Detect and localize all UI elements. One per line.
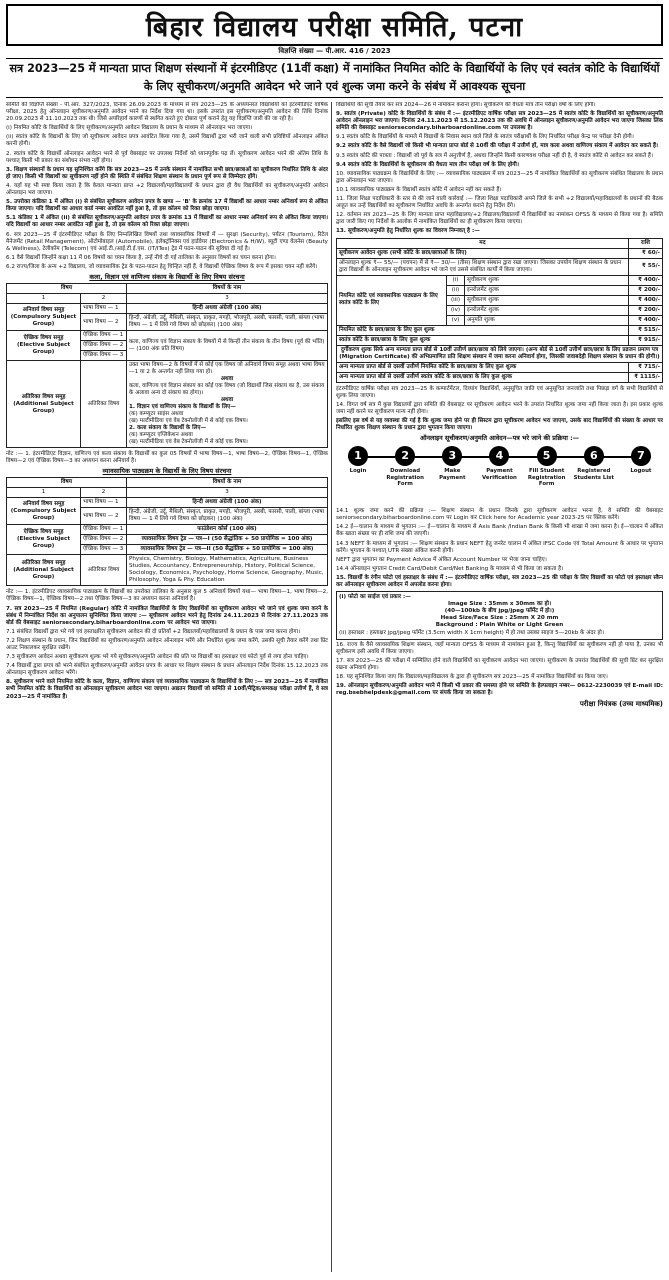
paragraph-14-2: 14.2 ई—चालान के माध्यम से भुगतान :— ई—चालान के माध्यम से Axis Bank /Indian Bank के किसी भी शाखा में जमा करना है। ई—चालान में अंकित बैंक खाता संख्या पर ही राशि जमा की जाएगी। bbox=[336, 524, 663, 538]
fee-total-amount: ₹ 915/- bbox=[628, 335, 662, 345]
table-cell: 3 bbox=[127, 488, 328, 498]
fee-sub-amount: ₹ 400/- bbox=[628, 275, 662, 285]
fee-sub-no: (v) bbox=[447, 315, 465, 325]
paragraph-7-1: 7.1 संबंधित विद्यार्थी द्वारा भरे गये एवं हस्ताक्षरित सूचीकरण आवेदन की दो प्रतियाँ +2 विद्यालयों/महाविद्यालयों के प्रधान के पास जमा करना होगा। bbox=[6, 628, 301, 635]
additional-option: (क) कम्प्यूटर एप्लिकेशन अथवा bbox=[129, 432, 193, 439]
table-cell: ऐच्छिक विषय — 3 bbox=[81, 545, 127, 555]
step-label: Logout bbox=[630, 468, 652, 475]
process-step bbox=[525, 446, 569, 487]
additional-option: 1. विज्ञान एवं वाणिज्य संकाय के विद्यार्थी के लिए— bbox=[129, 404, 236, 411]
paragraph-16: 16. राज्य के वैसे व्यावसायिक शिक्षण संस्थान, जहाँ मान्यता OFSS के माध्यम से नामांकन हुआ है, किन्तु विद्यार्थियों का सूचीकरण नहीं हो पाया है, उनका भी सूचीकरण इसी अवधि में किया जाएगा। bbox=[336, 641, 663, 655]
paragraph-1-ii: (ii) स्वतंत्र कोटि के विद्यार्थी के लिए जो सूचीकरण आवेदन प्रपत्र आवंटित किया गया है, उसमें विद्यार्थी द्वारा भरी जाने वाली सभी प्रविष्टियाँ ऑनलाइन अंकित करनी होगी। bbox=[6, 134, 328, 148]
paragraph-6-1: 6.1 वैसे विद्यार्थी जिन्होंने कक्षा 11 में 06 विषयों का चयन किया है, उन्हें नीचे दी गई तालिका के अनुसार विषयों का चयन करना होगा। bbox=[6, 254, 276, 261]
paragraph-6-2: 6.2 राज्य/जिला के अन्य +2 विद्यालय, जो व्यावसायिक ट्रेड के पठन-पाठन हेतु चिन्हित नहीं हैं, वे विद्यार्थी ऐच्छिक विषय के रूप में इसका चयन नहीं करेंगे। bbox=[6, 263, 318, 270]
table-cell: हिन्दी, अंग्रेजी, उर्दू, मैथिली, संस्कृत, प्राकृत, मगही, भोजपुरी, अरबी, फारसी, पाली, बांग्ला (भाषा विषय — 1 में लिये गये विषय को छोड़कर) (100 अंक) bbox=[127, 314, 328, 331]
fee-sub-amount: ₹ 200/- bbox=[628, 285, 662, 295]
fee-row-amount: ₹ 60/- bbox=[628, 248, 662, 258]
table-cell: हिन्दी, अंग्रेजी, उर्दू, मैथिली, संस्कृत, प्राकृत, मगही, भोजपुरी, अरबी, फारसी, पाली, बांग्ला (भाषा विषय — 1 में लिये गये विषय को छोड़कर) (100 अंक) bbox=[127, 508, 328, 525]
signature-line: परीक्षा नियंत्रक (उच्च माध्यमिक) bbox=[579, 700, 663, 709]
step-number: 4 bbox=[489, 446, 509, 466]
table-cell: ऐच्छिक विषय समूह (Elective Subject Group) bbox=[7, 525, 81, 555]
fee-sub-no: (iii) bbox=[447, 295, 465, 305]
photo-spec-title: (i) फोटो का साईज एवं प्रकार :— bbox=[339, 594, 411, 601]
step-label: Make Payment bbox=[439, 468, 466, 481]
process-steps bbox=[336, 446, 663, 504]
additional-or: अथवा bbox=[220, 397, 234, 404]
fee-sub-no: (i) bbox=[447, 275, 465, 285]
table-cell: फाउंडेशन कोर्स (100 अंक) bbox=[127, 525, 328, 535]
right-column bbox=[336, 102, 663, 1272]
advertisement-number: विज्ञप्ति संख्या — पी.आर. 416 / 2023 bbox=[278, 47, 391, 55]
paragraph-15: 15. विद्यार्थी के रंगीन फोटो एवं हस्ताक्षर के संबंध में :— इंटरमीडिएट वार्षिक परीक्षा, सत्र 2023—25 की परीक्षा के लिए विद्यार्थी का फोटो एवं हस्ताक्षर स्कैन कर ऑनलाइन सूचीकरण आवेदन में अपलोड करना होगा। bbox=[336, 574, 663, 588]
table-header: राशि bbox=[628, 238, 662, 248]
process-step bbox=[430, 446, 474, 481]
fee-sub-amount: ₹ 400/- bbox=[628, 315, 662, 325]
subject-table-1 bbox=[6, 283, 328, 448]
paragraph-14-3: 14.3 NEFT के माध्यम से भुगतान :— शिक्षण संस्थान के प्रधान NEFT हेतु जनरेट चालान में अंकित IFSC Code एवं Total Amount के आधार पर भुगतान करेंगे। भुगतान के पश्चात् UTR संख्या अंकित करनी होगी। bbox=[336, 540, 663, 554]
paragraph-7: 7. सत्र 2023—25 में नियमित (Regular) कोटि में नामांकित विद्यार्थियों के लिए विद्यार्थियों का सूचीकरण आवेदन भरे जाने एवं शुल्क जमा करने के संबंध में निम्नांकित निर्देश का अनुपालन सुनिश्चित किया जाएगा :— सूचीकरण आवेदन भरने हेतु दिनांक 24.11.2023 से दिनांक 27.11.2023 तक बोर्ड की वेबसाइट seniorsecondary.biharboardonline.com पर आवेदन भरा जाएगा। bbox=[6, 605, 328, 626]
paragraph-5-1: 5.1 कंडिका 1 में अंकित (ii) से संबंधित सूचीकरण/अनुमति आवेदन प्रपत्र के क्रमांक 13 में विद्यार्थी का आधार नम्बर अनिवार्य रूप से अंकित किया जाएगा। यदि विद्यार्थी का आधार नम्बर आवंटित नहीं हुआ है, तो इस कॉलम को रिक्त छोड़ा जाएगा। bbox=[6, 215, 328, 229]
fee-total-label: अन्य मान्यता प्राप्त बोर्ड से दसवीं उत्तीर्ण नियमित कोटि के छात्र/छात्रा के लिए कुल शुल्क bbox=[337, 362, 629, 372]
fee-sub-amount: ₹ 200/- bbox=[628, 305, 662, 315]
photo-spec-line: Background : Plain White or Light Green bbox=[435, 622, 564, 629]
paragraph-9-1: 9.1 स्वतंत्र कोटि के विद्यार्थियों के मामले में विद्यार्थी के निवास स्थान वाले जिले के स्वतंत्र परीक्षार्थी के लिए निर्धारित परीक्षा केन्द्र पर परीक्षा देनी होगी। bbox=[336, 134, 634, 141]
fee-total-amount: ₹ 715/- bbox=[628, 362, 662, 372]
fee-total-label: स्वतंत्र कोटि के छात्र/छात्रा के लिए कुल शुल्क bbox=[337, 335, 629, 345]
fee-sub-label: इनरोलमेंट शुल्क bbox=[465, 305, 629, 315]
notice-headline: सत्र 2023—25 में मान्यता प्राप्त शिक्षण संस्थानों में इंटरमीडिएट (11वीं कक्षा) में नामांकित नियमित कोटि के विद्यार्थियों के लिए एवं स्वतंत्र कोटि के विद्यार्थियों के लिए सूचीकरण/अनुमति आवेदन भरे जाने एवं शुल्क जमा करने के संबंध में आवश्यक सूचना bbox=[6, 58, 663, 98]
step-number: 6 bbox=[584, 446, 604, 466]
table-cell: ऐच्छिक विषय समूह (Elective Subject Group) bbox=[7, 331, 81, 361]
photo-spec-line: Image Size : 35mm x 30mm का हो। bbox=[447, 601, 552, 608]
table-cell: ऐच्छिक विषय — 2 bbox=[81, 535, 127, 545]
step-label: Download Registration Form bbox=[386, 468, 424, 487]
paragraph-1-i: (i) नियमित कोटि के विद्यार्थियों के लिए सूचीकरण/अनुमति आवेदन विद्यालय के प्रधान के माध्यम से ऑनलाइन भरा जाएगा। bbox=[6, 125, 253, 132]
paragraph-18: 18. यह सुनिश्चित किया जाए कि विद्यालय/महाविद्यालय के द्वारा ही सूचीकरण सत्र 2023—25 में नामांकित विद्यार्थियों का किया जाए। bbox=[336, 674, 608, 681]
paragraph-7-4: 7.4 विद्यार्थी द्वारा प्रपत्र को भरने संबंधित सूचीकरण/अनुमति आवेदन प्रपत्र के आधार पर शिक्षण संस्थान के प्रधान ऑनलाइन निर्देश दिनांक 15.12.2023 तक ऑनलाइन सूचीकरण आवेदन भरेंगे। bbox=[6, 663, 328, 677]
table-cell: ऐच्छिक विषय — 1 bbox=[81, 525, 127, 535]
paragraph-6: 6. सत्र 2023—25 में इंटरमीडिएट परीक्षा के लिए निम्नलिखित विषयों तथा व्यावसायिक विषयों में — सुरक्षा (Security), पर्यटन (Tourism), रिटेल मैनेजमेंट (Retail Management), ऑटोमोबाइल (Automobile), इलेक्ट्रॉनिक्स एवं हार्डवेयर (Electronics & H/W), ब्यूटी एण्ड वेलनेस (Beauty & Wellness), टेलीकॉम (Telecom) एवं आई.टी./आई.टी.ई.एस. (IT/ITes) ट्रेड में पठन-पाठन की सुविधा दी गई है। bbox=[6, 231, 328, 252]
step-number: 2 bbox=[395, 446, 415, 466]
additional-option: (क) कम्प्यूटर साइंस अथवा bbox=[129, 411, 184, 418]
table-cell: 2 bbox=[81, 488, 127, 498]
paragraph-9-4: 9.4 स्वतंत्र कोटि के विद्यार्थियों के सूचीकरण की वैधता मात्र तीन परीक्षा वर्ष के लिए होगी। bbox=[336, 161, 519, 168]
step-label: Login bbox=[349, 468, 367, 475]
table-cell: अतिरिक्त विषय bbox=[81, 361, 127, 448]
table-header: विषयों के नाम bbox=[127, 284, 328, 294]
paragraph-10-1: 10.1 व्यावसायिक पाठ्यक्रम के विद्यार्थी स्वतंत्र कोटि में आवेदन नहीं कर सकते हैं। bbox=[336, 186, 502, 193]
table-header: विषयों के नाम bbox=[127, 478, 328, 488]
step-number: 5 bbox=[537, 446, 557, 466]
fee-total-amount: ₹ 515/- bbox=[628, 325, 662, 335]
table-cell: Physics, Chemistry, Biology, Mathematics, Agriculture, Business Studies, Accountancy, Entrepreneurship, History, Political Science, Sociology, Economics, Psychology, Home Science, Geography, Music, Philosophy, Yoga & Phy. Education bbox=[127, 555, 328, 586]
process-step bbox=[336, 446, 380, 474]
photo-spec-line: (40—100kb के बीच jpg/jpeg फॉर्मेट में हो।) bbox=[444, 608, 555, 615]
paragraph-3: 3. शिक्षण संस्थानों के प्रधान यह सुनिश्चित करेंगे कि सत्र 2023—25 में उनके संस्थान में नामांकित सभी छात्र/छात्राओं का सूचीकरण निर्धारित तिथि के अंदर हो जाए। किसी भी विद्यार्थी का सूचीकरण नहीं होने की स्थिति में संबंधित शिक्षण संस्थान के प्रधान पूर्ण रूप से जिम्मेदार होंगे। bbox=[6, 166, 328, 180]
additional-option: कला, वाणिज्य एवं विज्ञान संकाय का कोई एक विषय (जो विद्यार्थी जिस संकाय का है, उस संकाय के अलावा अन्य दो संकाय का होगा)। bbox=[129, 383, 325, 397]
fee-table bbox=[336, 238, 663, 383]
fee-total-label: नियमित कोटि के छात्र/छात्रा के लिए कुल शुल्क bbox=[337, 325, 629, 335]
additional-or: अथवा bbox=[220, 376, 234, 383]
fee-total-amount: ₹ 1115/- bbox=[628, 372, 662, 382]
table-cell bbox=[127, 361, 328, 448]
header-banner bbox=[6, 4, 663, 46]
table-cell: अतिरिक्त विषय bbox=[81, 555, 127, 586]
fee-sub-label: इनरोलमेंट शुल्क bbox=[465, 285, 629, 295]
table-header: मद bbox=[337, 238, 629, 248]
paragraph-14-1: 14.1 शुल्क जमा करने की प्रक्रिया :— शिक्षण संस्थान के प्रधान जिनके द्वारा सूचीकरण आवेदन भरना है, वे समिति की वेबसाइट seniorsecondary.biharboardonline.com पर Login कर Click here for Academic year 2023-25 पर क्लिक करेंगे। bbox=[336, 508, 663, 522]
signature-spec: (ii) हस्ताक्षर : हस्ताक्षर jpg/jpeg फॉर्मेट (3.5cm width X 1cm height) में हो तथा उसका साइज 5—20kb के अंदर हो। bbox=[339, 629, 604, 636]
table-cell: अतिरिक्त विषय समूह (Additional Subject Group) bbox=[7, 361, 81, 448]
table-cell: 2 bbox=[81, 294, 127, 304]
additional-option: 2. कला संकाय के विद्यार्थी के लिए— bbox=[129, 425, 207, 432]
fee-note: दुर्गीकरण शुल्क सिर्फ अन्य मान्यता प्राप्त बोर्ड से 10वीं उत्तीर्ण छात्र/छात्रा को लिये जाएगा। (अन्य बोर्ड से 10वीं उत्तीर्ण छात्र/छात्रा के लिए प्रव्रजन प्रमाण पत्र (Migration Certificate) की अभिप्रमाणित प्रति शिक्षण संस्थान में जमा करना अनिवार्य होगा, जिसकी जवाबदेही शिक्षण संस्थान के प्रधान की होगी।) bbox=[337, 345, 663, 362]
paragraph-2: 2. स्वतंत्र कोटि के विद्यार्थी ऑनलाइन आवेदन भरने से पूर्व वेबसाइट पर उपलब्ध निर्देशों को ध्यानपूर्वक पढ़ लें। सूचीकरण आवेदन भरने की अंतिम तिथि के पश्चात् किसी भी प्रकार का संशोधन संभव नहीं होगा। bbox=[6, 150, 328, 164]
table-1-note: नोट :— 1. इंटरमीडिएट विज्ञान, वाणिज्य एवं कला संकाय के विद्यार्थी का कुल 05 विषयों में भाषा विषय—1, भाषा विषय—2, ऐच्छिक विषय—1, ऐच्छिक विषय—2 एवं ऐच्छिक विषय—3 का अध्ययन करना अनिवार्य है। bbox=[6, 451, 328, 465]
table-header: विषय bbox=[7, 478, 127, 488]
table-cell: अतिरिक्त विषय समूह (Additional Subject Group) bbox=[7, 555, 81, 586]
photo-spec-box bbox=[336, 591, 663, 640]
additional-option: उक्त भाषा विषय—2 के विषयों में से कोई एक विषय जो अनिवार्य विषय समूह अथवा भाषा विषय—1 या 2 के अन्तर्गत नहीं लिया गया हो। bbox=[129, 362, 325, 376]
paragraph-14-b: इसलिए इस वर्ष से यह व्यवस्था की गई है कि शुल्क जमा होने पर ही सिस्टम द्वारा सूचीकरण आवेदन भरा जाएगा, उसके बाद विद्यार्थियों की संख्या के आधार पर निर्धारित शुल्क शिक्षण संस्थान के प्रधान द्वारा भुगतान किया जाएगा। bbox=[336, 417, 663, 431]
table-header: विषय bbox=[7, 284, 127, 294]
paragraph-17: 17. सत्र 2023—25 की परीक्षा में सम्मिलित होने वाले विद्यार्थियों का सूचीकरण आवेदन भरा जाएगा। सूचीकरण के उपरांत विद्यार्थियों की सूची प्रिंट कर सुरक्षित रखना अनिवार्य होगा। bbox=[336, 657, 663, 671]
table-cell: ऐच्छिक विषय — 3 bbox=[81, 351, 127, 361]
process-step bbox=[619, 446, 663, 474]
table-cell: हिन्दी अथवा अंग्रेजी (100 अंक) bbox=[127, 498, 328, 508]
subject-table-2-title: व्यावसायिक पाठ्यक्रम के विद्यार्थी के लिए विषय संरचना bbox=[102, 467, 232, 476]
table-cell: अनिवार्य विषय समूह (Compulsory Subject Group) bbox=[7, 304, 81, 331]
table-cell: 1 bbox=[7, 294, 81, 304]
left-column bbox=[6, 102, 328, 1272]
column-divider bbox=[331, 102, 332, 1272]
fee-sub-no: (ii) bbox=[447, 285, 465, 295]
paragraph-14-3-b: NEFT द्वारा भुगतान का Payment Advice में अंकित Account Number पर भेजा जाना चाहिए। bbox=[336, 556, 547, 563]
fee-category-label: नियमित कोटि एवं व्यावसायिक पाठ्यक्रम के लिए स्वतंत्र कोटि के लिए bbox=[337, 275, 447, 325]
fee-sub-label: सूचीकरण शुल्क bbox=[465, 295, 629, 305]
paragraph-9-3: 9.3 स्वतंत्र कोटि की पात्रता : विद्यार्थी जो पूर्व के सत्र में अनुत्तीर्ण हैं, अथवा जिन्होंने किसी कारणवश परीक्षा नहीं दी है, वे स्वतंत्र कोटि से आवेदन कर सकते हैं। bbox=[336, 152, 653, 159]
paragraph-7-2: 7.2 शिक्षण संस्थान के प्रधान, जिन विद्यार्थियों का सूचीकरण/अनुमति आवेदन ऑनलाइन भरेंगे और निर्धारित शुल्क जमा करेंगे, उसकी सूची तैयार करेंगे तथा प्रिंट आउट निकालकर सुरक्षित रखेंगे। bbox=[6, 637, 328, 651]
photo-spec-line: Head Size/Face Size : 25mm X 20 mm bbox=[440, 615, 559, 622]
step-label: Registered Students List bbox=[573, 468, 614, 481]
paragraph-10: 10. व्यावसायिक पाठ्यक्रम के विद्यार्थियों के लिए :— व्यावसायिक पाठ्यक्रम में सत्र 2023—25 में नामांकित विद्यार्थियों का सूचीकरण संबंधित विद्यालय के प्रधान द्वारा ऑनलाइन भरा जाएगा। bbox=[336, 170, 663, 184]
table-cell: भाषा विषय — 1 bbox=[81, 498, 127, 508]
paragraph-1: समिति की विज्ञप्ति संख्या - पी.आर. 327/2023, दिनांक 26.09.2023 के माध्यम से सत्र 2023—25 के अध्ययनरत विद्यार्थियों को इंटरमीडिएट वार्षिक परीक्षा, 2025 हेतु ऑनलाइन सूचीकरण/अनुमति आवेदन भरने का निर्देश दिया गया था। इसके उपरांत इस सूचीकरण/अनुमति आवेदन की तिथि दिनांक 20.09.2023 से 11.10.2023 तक थी। जिसे अपरिहार्य कारणों से स्थगित करते हुए दोबारा पूर्ण कराने हेतु यह विज्ञप्ति जारी की जा रही है। bbox=[6, 102, 328, 123]
process-step bbox=[383, 446, 427, 487]
paragraph-12: 12. वर्तमान सत्र 2023—25 के लिए मान्यता प्राप्त महाविद्यालय/+2 विद्यालय/विद्यालयों में विद्यार्थियों का नामांकन OFSS के माध्यम से किया गया है। समिति द्वारा जारी किए गए निर्देशों के आलोक में नामांकित विद्यार्थियों का ही सूचीकरण किया जाएगा। bbox=[336, 212, 663, 226]
table-cell: भाषा विषय — 2 bbox=[81, 314, 127, 331]
paragraph-8: 8. सूचीकरण भरने वाले नियमित कोटि के कला, विज्ञान, वाणिज्य संकाय एवं व्यावसायिक पाठ्यक्रम के विद्यार्थियों के लिए :— सत्र 2023—25 में नामांकित सभी नियमित कोटि के विद्यार्थियों का ऑनलाइन सूचीकरण आवेदन भरा जाएगा। अद्यतन विद्यार्थी जो समिति से 10वीं/मैट्रिक/समकक्ष परीक्षा उत्तीर्ण हैं, वे सत्र 2023—25 में नामांकित हैं। bbox=[6, 679, 328, 700]
table-cell: ऐच्छिक विषय — 2 bbox=[81, 341, 127, 351]
additional-option: (ख) मल्टीमीडिया एवं वेब टेक्नोलॉजी में से कोई एक विषय। bbox=[129, 439, 248, 446]
fee-title: 13. सूचीकरण/अनुमति हेतु निर्धारित शुल्क का विवरण निम्नवत् है :— bbox=[336, 228, 480, 235]
step-number: 7 bbox=[631, 446, 651, 466]
subject-table-1-title: कला, विज्ञान एवं वाणिज्य संकाय के विद्यार्थी के लिए विषय संरचना bbox=[89, 272, 245, 281]
paragraph-9-2: 9.2 स्वतंत्र कोटि के वैसे विद्यार्थी जो किसी भी मान्यता प्राप्त बोर्ड से 10वीं की परीक्षा में उत्तीर्ण हों, मात्र कला अथवा वाणिज्य संकाय में आवेदन कर सकते हैं। bbox=[336, 143, 659, 150]
step-label: Fill Student Registration Form bbox=[527, 468, 566, 487]
paragraph-4: 4. यहाँ यह भी स्पष्ट किया जाता है कि केवल मान्यता प्राप्त +2 विद्यालयों/महाविद्यालयों के प्रधान द्वारा ही वैध विद्यार्थियों का सूचीकरण/अनुमति आवेदन ऑनलाइन भरा जाएगा। bbox=[6, 182, 328, 197]
table-2-note: नोट :— 1. इंटरमीडिएट व्यावसायिक पाठ्यक्रम के विद्यार्थी का उपरोक्त तालिका के अनुसार कुल 5 अनिवार्य विषयों यथा— भाषा विषय—1, भाषा विषय—2, ऐच्छिक विषय—1, ऐच्छिक विषय—2 तथा ऐच्छिक विषय—3 का अध्ययन करना अनिवार्य है। bbox=[6, 589, 328, 603]
table-cell: 1 bbox=[7, 488, 81, 498]
fee-sub-amount: ₹ 400/- bbox=[628, 295, 662, 305]
process-title: ऑनलाइन सूचीकरण/अनुमति आवेदन—पत्र भरे जाने की प्रक्रिया :— bbox=[419, 434, 580, 443]
additional-option: (ख) मल्टीमीडिया एवं वेब टेक्नोलॉजी में से कोई एक विषय। bbox=[129, 418, 248, 425]
table-cell: ऐच्छिक विषय — 1 bbox=[81, 331, 127, 341]
paragraph-13-1: इंटरमीडिएट वार्षिक परीक्षा सत्र 2023—25 के कम्पार्टमेंटल, दिव्यांग विद्यार्थियों, अनुसूचित जाति एवं अनुसूचित जनजाति तथा पिछड़ा वर्ग के सभी विद्यार्थियों से शुल्क लिया जाएगा। bbox=[336, 385, 663, 399]
paragraph-14: 14. विगत वर्ष सत्र में कुछ विद्यालयों द्वारा समिति की वेबसाइट पर सूचीकरण आवेदन भरने के उपरांत निर्धारित शुल्क जमा नहीं किया जाता है। इस प्रकार शुल्क जमा नहीं करने पर सूचीकरण मान्य नहीं होगा। bbox=[336, 401, 663, 415]
paragraph-8-cont: विद्यार्थियों की सूची तैयार कर सत्र 2024—26 में नामांकन कराना होगा। सूचीकरण की वैधता मात्र तीन परीक्षा वर्षों के लिए होगी। bbox=[336, 102, 596, 108]
table-cell: कला, वाणिज्य एवं विज्ञान संकाय के विषयों में से किन्हीं तीन संकाय के तीन विषय (पूर्व की भाँति)— (100 अंक प्रति विषय) bbox=[127, 331, 328, 361]
subject-table-2 bbox=[6, 477, 328, 586]
process-step bbox=[572, 446, 616, 481]
paragraph-9: 9. स्वतंत्र (Private) कोटि के विद्यार्थियों के संबंध में :— इंटरमीडिएट वार्षिक परीक्षा सत्र 2023—25 में स्वतंत्र कोटि के विद्यार्थियों का सूचीकरण/अनुमति आवेदन ऑनलाइन भरा जाएगा। दिनांक 24.11.2023 से 15.12.2023 तक की अवधि में ऑनलाइन सूचीकरण/अनुमति आवेदन भरा जाएगा जिसका लिंक समिति की वेबसाइट seniorsecondary.biharboardonline.com पर उपलब्ध है। bbox=[336, 111, 663, 132]
fee-row-label: सूचीकरण आवेदन शुल्क (सभी कोटि के छात्र/छात्राओं के लिए) bbox=[337, 248, 629, 258]
page-title: बिहार विद्यालय परीक्षा समिति, पटना bbox=[145, 11, 524, 43]
fee-row-amount: ₹ 55/- bbox=[628, 258, 662, 275]
fee-row-label: ऑनलाइन शुल्क ₹— 55/— (पचपन) में से ₹— 30/— (तीस) शिक्षण संस्थान द्वारा रखा जाएगा। जिसका उपयोग शिक्षण संस्थान के प्रधान द्वारा विद्यार्थी के ऑनलाइन सूचीकरण आवेदन भरे जाने एवं उससे संबंधित कार्यों में किया जाएगा। bbox=[337, 258, 629, 275]
paragraph-5: 5. उपरोक्त कंडिका 1 में अंकित (i) से संबंधित सूचीकरण आवेदन प्रपत्र के खण्ड — 'B' के क्रमांक 17 में विद्यार्थी का आधार नम्बर अनिवार्य रूप से अंकित किया जाएगा। यदि विद्यार्थी का आधार कार्ड नम्बर आवंटित नहीं हुआ है, तो इस कॉलम को रिक्त छोड़ा जाएगा। bbox=[6, 199, 328, 213]
table-cell: व्यावसायिक विषय ट्रेड — पत्र—I (50 सैद्धांतिक + 50 प्रायोगिक = 100 अंक) bbox=[127, 535, 328, 545]
step-number: 1 bbox=[348, 446, 368, 466]
fee-sub-label: सूचीकरण शुल्क bbox=[465, 275, 629, 285]
paragraph-14-4: 14.4 ऑनलाइन भुगतान Credit Card/Debit Card/Net Banking के माध्यम से भी किया जा सकता है। bbox=[336, 565, 564, 572]
table-cell: भाषा विषय — 1 bbox=[81, 304, 127, 314]
fee-sub-no: (iv) bbox=[447, 305, 465, 315]
paragraph-7-3: 7.3 सूचीकरण आवेदन अथवा सूचीकरण शुल्क भरे गये सूचीकरण/अनुमति आवेदन की प्रति पर विद्यार्थी का हस्ताक्षर एवं फोटो पूर्व से लगा होना चाहिए। bbox=[6, 654, 309, 661]
process-step bbox=[477, 446, 521, 481]
table-cell: भाषा विषय — 2 bbox=[81, 508, 127, 525]
table-cell: 3 bbox=[127, 294, 328, 304]
step-label: Payment Verification bbox=[482, 468, 517, 481]
fee-sub-label: अनुमति शुल्क bbox=[465, 315, 629, 325]
step-number: 3 bbox=[442, 446, 462, 466]
paragraph-19: 19. ऑनलाइन सूचीकरण/अनुमति आवेदन भरने में किसी भी प्रकार की समस्या होने पर समिति के हेल्पलाइन नम्बर— 0612-2230039 एवं E-mail ID: reg.bsebhelpdesk@gmail.com पर संपर्क किया जा सकता है। bbox=[336, 683, 663, 697]
table-cell: व्यावसायिक विषय ट्रेड — पत्र—II (50 सैद्धांतिक + 50 प्रायोगिक = 100 अंक) bbox=[127, 545, 328, 555]
paragraph-11: 11. जिला शिक्षा पदाधिकारी के स्तर से की जाने वाली कार्रवाई :— जिला शिक्षा पदाधिकारी अपने जिले के सभी +2 विद्यालयों/महाविद्यालयों के प्रधानों की बैठक आहूत कर उन्हें विद्यार्थियों का सूचीकरण निर्धारित अवधि के अन्तर्गत कराने हेतु निर्देश देंगे। bbox=[336, 196, 663, 210]
fee-total-label: अन्य मान्यता प्राप्त बोर्ड से दसवीं उत्तीर्ण स्वतंत्र कोटि के छात्र/छात्रा के लिए कुल शुल्क bbox=[337, 372, 629, 382]
table-cell: हिन्दी अथवा अंग्रेजी (100 अंक) bbox=[127, 304, 328, 314]
table-cell: अनिवार्य विषय समूह (Compulsory Subject Group) bbox=[7, 498, 81, 525]
